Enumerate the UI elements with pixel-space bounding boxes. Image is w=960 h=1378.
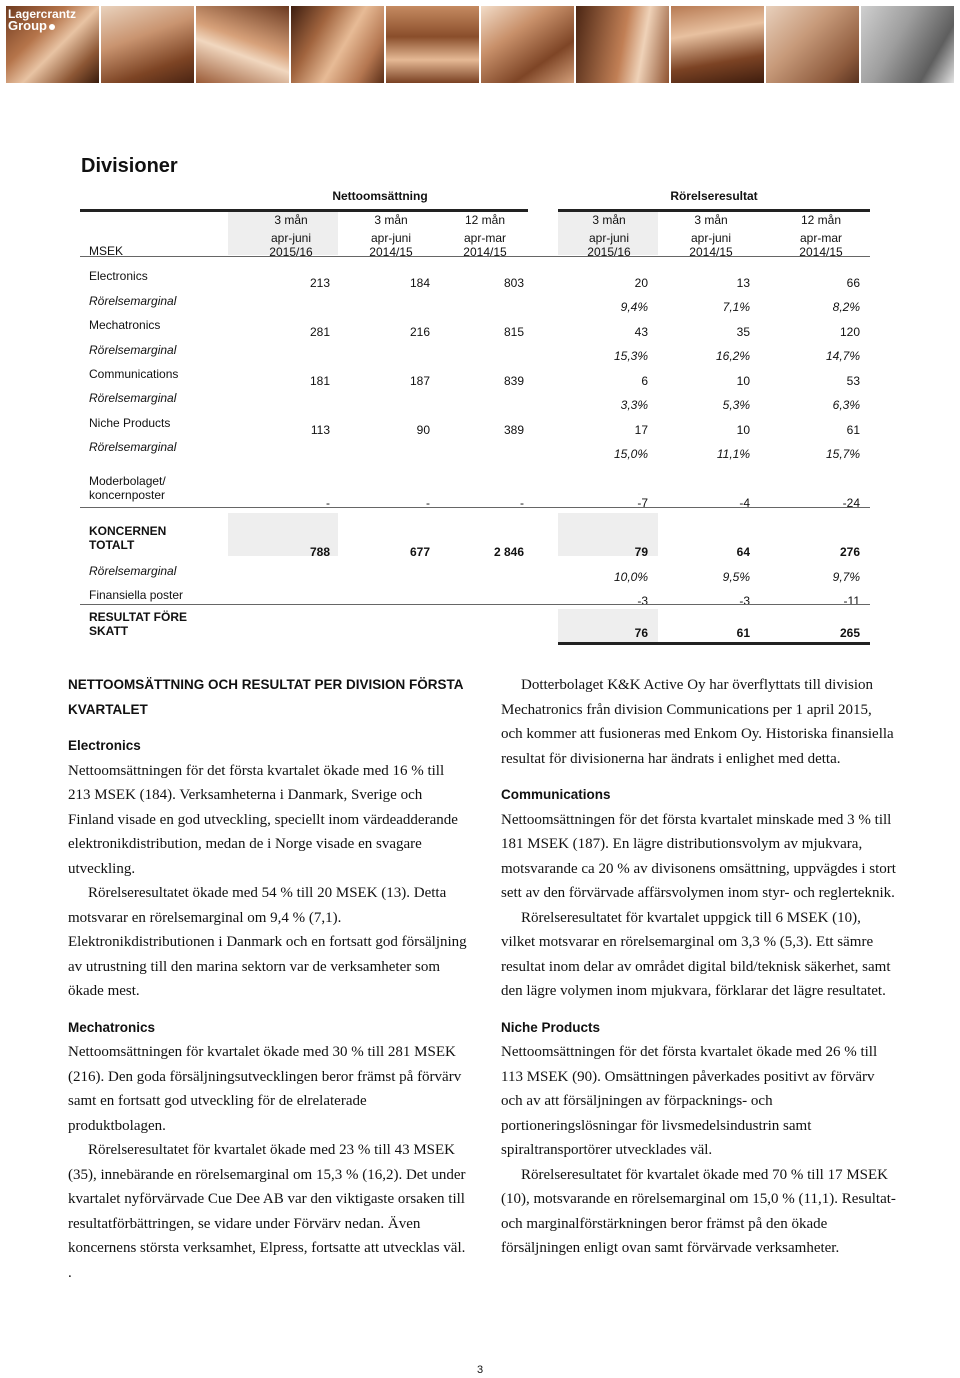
table-cell: 677 bbox=[409, 545, 430, 559]
niche-products-paragraph: Nettoomsättningen för det första kvartalet ökade med 26 % till 113 MSEK (90). Omsättningen påverkades positivt av förvärv och av att försäljningen av förpacknings- och portioneringslösningar för livsmedelsindustrin samt spiraltransportörer utvecklades väl. bbox=[501, 1044, 878, 1158]
header-rule bbox=[80, 209, 528, 212]
table-cell: 15,7% bbox=[825, 447, 860, 461]
table-cell: 61 bbox=[846, 423, 860, 437]
banner-image bbox=[101, 6, 194, 83]
row-label-line: TOTALT bbox=[89, 538, 135, 552]
table-cell: 120 bbox=[839, 325, 860, 339]
table-cell: 11,1% bbox=[716, 447, 750, 461]
table-cell: 16,2% bbox=[715, 349, 750, 363]
banner-image bbox=[481, 6, 574, 83]
table-cell: 14,7% bbox=[825, 349, 860, 363]
column-header-period: 3 mån bbox=[374, 213, 408, 227]
logo-line2: Group bbox=[8, 18, 47, 33]
row-label-line: Rörelsemarginal bbox=[89, 440, 177, 454]
table-cell: 5,3% bbox=[722, 398, 750, 412]
row-label-line: Finansiella poster bbox=[89, 588, 184, 602]
table-cell: 35 bbox=[736, 325, 750, 339]
banner-image bbox=[196, 6, 289, 83]
table-cell: 815 bbox=[503, 325, 524, 339]
column-header-period: 3 mån bbox=[592, 213, 626, 227]
mechatronics-heading: Mechatronics bbox=[68, 1019, 156, 1035]
logo-dot-icon bbox=[49, 24, 55, 30]
column-header-year: 2014/15 bbox=[689, 245, 733, 259]
row-label-line: Communications bbox=[89, 367, 179, 381]
row-label-line: Rörelsemarginal bbox=[89, 391, 177, 405]
table-cell: 8,2% bbox=[832, 300, 860, 314]
table-cell: 17 bbox=[634, 423, 648, 437]
row-label bbox=[89, 269, 148, 283]
table-cell: 79 bbox=[634, 545, 648, 559]
column-header-range: apr-mar bbox=[463, 231, 506, 245]
table-cell: -4 bbox=[739, 496, 750, 510]
table-cell: 265 bbox=[839, 626, 860, 640]
column-header-rule bbox=[80, 256, 870, 257]
column-header-period: 3 mån bbox=[694, 213, 728, 227]
row-label-line: SKATT bbox=[89, 624, 129, 638]
banner-image bbox=[766, 6, 859, 83]
electronics-paragraph: Rörelseresultatet ökade med 54 % till 20 MSEK (13). Detta motsvarar en rörelsemarginal om 9,4 % (7,1). Elektronikdistributionen i Danmark och en fortsatt god försäljning av utrustning till den marina sektorn var de verksamheter som ökade mest. bbox=[68, 885, 467, 999]
table-cell: - bbox=[326, 496, 330, 510]
table-cell: 187 bbox=[409, 374, 430, 388]
row-label-line: Mechatronics bbox=[89, 318, 161, 332]
row-label-line: RESULTAT FÖRE bbox=[89, 610, 187, 624]
table-cell: 66 bbox=[846, 276, 860, 290]
section-heading: NETTOOMSÄTTNING OCH RESULTAT PER DIVISION FÖRSTA KVARTALET bbox=[68, 677, 464, 717]
table-cell: 9,4% bbox=[620, 300, 648, 314]
communications-paragraph: Nettoomsättningen för det första kvartalet minskade med 3 % till 181 MSEK (187). En lägre distributionsvolym av mjukvara, motsvarande ca 20 % av divisonens omsättning, uppvägdes i stort sett av den förvärvade affärsvolymen inom styr- och reglerteknik. bbox=[501, 811, 896, 901]
table-cell: 113 bbox=[310, 423, 330, 437]
table-cell: 788 bbox=[309, 545, 330, 559]
banner-image bbox=[291, 6, 384, 83]
column-header-year: 2015/16 bbox=[269, 245, 313, 259]
row-label-line: Rörelsemarginal bbox=[89, 294, 177, 308]
table-cell: 10 bbox=[736, 423, 750, 437]
row-label bbox=[89, 474, 166, 502]
table-cell: 15,3% bbox=[613, 349, 648, 363]
row-label-line: Rörelsemarginal bbox=[89, 343, 177, 357]
banner-image bbox=[386, 6, 479, 83]
table-cell: 181 bbox=[309, 374, 330, 388]
column-header-range: apr-juni bbox=[270, 231, 312, 245]
table-cell: -3 bbox=[637, 594, 648, 608]
table-cell: 61 bbox=[736, 626, 750, 640]
table-cell: 6 bbox=[641, 374, 648, 388]
table-cell: 803 bbox=[503, 276, 524, 290]
column-header-year: 2014/15 bbox=[463, 245, 507, 259]
row-label bbox=[89, 440, 176, 454]
financial-rule bbox=[80, 604, 870, 605]
table-cell: 184 bbox=[409, 276, 430, 290]
column-header-range: apr-juni bbox=[690, 231, 732, 245]
bottom-rule bbox=[558, 642, 870, 645]
intro-paragraph: Dotterbolaget K&K Active Oy har överflyttats till division Mechatronics från division Communications per 1 april 2015, och kommer att fusioneras med Enkom Oy. Historiska finansiella resultat för divisionerna har ändrats i enlighet med detta. bbox=[501, 677, 894, 767]
column-header-year: 2014/15 bbox=[369, 245, 413, 259]
logo-line1: Lagercrantz bbox=[8, 7, 77, 21]
row-label bbox=[89, 343, 176, 357]
unit-label: MSEK bbox=[89, 244, 124, 258]
row-label-line: Niche Products bbox=[89, 416, 171, 430]
table-cell: 7,1% bbox=[722, 300, 750, 314]
table-cell: 13 bbox=[736, 276, 750, 290]
table-cell: -24 bbox=[842, 496, 860, 510]
electronics-paragraph: Nettoomsättningen för det första kvartalet ökade med 16 % till 213 MSEK (184). Verksamheterna i Danmark, Sverige och Finland visade en god utveckling, speciellt inom värdeadderande elektronikdistribution, medan de i Norge visade en svagare utveckling. bbox=[68, 762, 458, 877]
column-header-year: 2015/16 bbox=[587, 245, 631, 259]
right-text-column bbox=[501, 673, 897, 1261]
row-label bbox=[89, 318, 160, 332]
table-cell: -7 bbox=[637, 496, 648, 510]
communications-heading: Communications bbox=[501, 787, 611, 802]
table-cell: 64 bbox=[736, 545, 750, 559]
row-label-line: KONCERNEN bbox=[89, 524, 167, 538]
table-cell: 76 bbox=[634, 626, 648, 640]
table-cell: 10 bbox=[736, 374, 750, 388]
table-cell: 10,0% bbox=[613, 570, 648, 584]
row-label bbox=[89, 588, 183, 602]
banner-image bbox=[671, 6, 764, 83]
table-cell: - bbox=[520, 496, 524, 510]
row-label bbox=[89, 416, 170, 430]
column-header-period: 3 mån bbox=[274, 213, 308, 227]
column-header-period: 12 mån bbox=[464, 213, 506, 227]
group-header-ebit: Rörelseresultat bbox=[670, 189, 758, 203]
table-cell: 53 bbox=[846, 374, 860, 388]
left-text-column bbox=[68, 673, 468, 1285]
table-cell: 276 bbox=[839, 545, 860, 559]
table-cell: - bbox=[426, 496, 430, 510]
table-cell: 9,7% bbox=[832, 570, 860, 584]
row-label bbox=[89, 610, 187, 638]
niche-products-paragraph: Rörelseresultatet för kvartalet ökade med 70 % till 17 MSEK (10), motsvarande en rörelsemarginal om 15,0 % (11,1). Resultat- och marginalförstärkningen beror främst på den ökade försäljningen enligt ovan samt förvärvade verksamheter. bbox=[501, 1166, 896, 1256]
divisions-table bbox=[80, 185, 872, 645]
table-cell: 389 bbox=[503, 423, 524, 437]
table-cell: 3,3% bbox=[620, 398, 648, 412]
table-cell: 90 bbox=[416, 423, 430, 437]
row-label-line: Moderbolaget/ bbox=[89, 474, 166, 488]
table-cell: 9,5% bbox=[722, 570, 750, 584]
row-label bbox=[89, 367, 178, 381]
row-label-line: Electronics bbox=[89, 269, 148, 283]
table-cell: 216 bbox=[409, 325, 430, 339]
table-cell: 839 bbox=[503, 374, 524, 388]
page-title: Divisioner bbox=[81, 155, 178, 177]
table-cell: 43 bbox=[634, 325, 648, 339]
mechatronics-paragraph: Rörelseresultatet för kvartalet ökade med 23 % till 43 MSEK (35), innebärande en rörelsemarginal om 15,3 % (16,2). Det under kvartalet nyförvärvade Cue Dee AB var den viktigaste orsaken till resultatförbättringen, se vidare under Förvärv nedan. Även koncernens största verksamhet, Elpress, fortsatte att utvecklas väl. bbox=[68, 1142, 466, 1256]
row-label bbox=[89, 524, 166, 552]
row-label-line: koncernposter bbox=[89, 488, 166, 502]
table-cell: 6,3% bbox=[832, 398, 860, 412]
column-header-range: apr-juni bbox=[370, 231, 412, 245]
trailing-text: . bbox=[68, 1264, 72, 1281]
table-cell: 2 846 bbox=[493, 545, 524, 559]
table-cell: 20 bbox=[634, 276, 648, 290]
row-label bbox=[89, 564, 176, 578]
page-number: 3 bbox=[476, 1364, 484, 1376]
niche-products-heading: Niche Products bbox=[501, 1019, 601, 1035]
row-label bbox=[89, 294, 176, 308]
table-cell: 213 bbox=[309, 276, 330, 290]
group-header-sales: Nettoomsättning bbox=[332, 189, 428, 203]
communications-paragraph: Rörelseresultatet för kvartalet uppgick till 6 MSEK (10), vilket motsvarar en rörelsemarginal om 3,3 % (5,3). Ett sämre resultat inom delar av området digital bild/teknisk säkerhet, samt den lägre volymen inom mjukvara, förklarar det lägre resultatet. bbox=[501, 909, 891, 999]
table-cell: -3 bbox=[739, 594, 750, 608]
column-header-range: apr-mar bbox=[799, 231, 842, 245]
subtotal-rule bbox=[80, 507, 870, 508]
electronics-heading: Electronics bbox=[68, 738, 141, 753]
header-rule bbox=[558, 209, 870, 212]
table-cell: -11 bbox=[843, 594, 860, 608]
table-cell: 15,0% bbox=[613, 447, 648, 461]
mechatronics-paragraph: Nettoomsättningen för kvartalet ökade med 30 % till 281 MSEK (216). Den goda försäljningsutvecklingen beror främst på förvärv samt en fortsatt god utveckling för de elrelaterade produktbolagen. bbox=[68, 1044, 462, 1134]
column-header-range: apr-juni bbox=[588, 231, 630, 245]
table-cell: 281 bbox=[309, 325, 330, 339]
header-banner bbox=[6, 6, 954, 83]
banner-image bbox=[861, 6, 954, 83]
column-header-period: 12 mån bbox=[800, 213, 842, 227]
row-label bbox=[89, 391, 176, 405]
company-logo bbox=[8, 8, 76, 32]
column-header-year: 2014/15 bbox=[799, 245, 843, 259]
banner-image bbox=[576, 6, 669, 83]
row-label-line: Rörelsemarginal bbox=[89, 564, 177, 578]
